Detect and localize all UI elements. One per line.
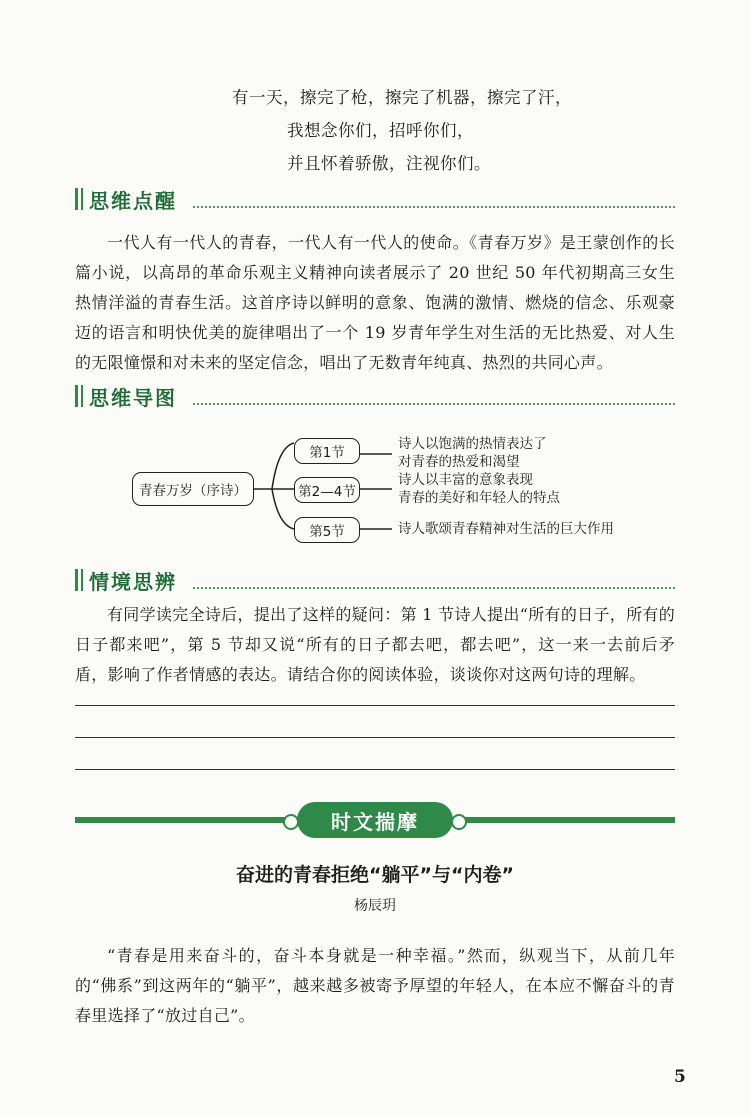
mind-map-branch-label: 第5节 (294, 517, 360, 543)
mind-map-diagram (120, 427, 680, 553)
mind-map-branch-text: 诗人以丰富的意象表现 青春的美好和年轻人的特点 (398, 472, 560, 506)
mind-map-branch-text: 诗人以饱满的热情表达了 对青春的热爱和渴望 (398, 436, 547, 470)
ornament-icon (451, 814, 467, 830)
poem-line: 并且怀着骄傲，注视你们。 (287, 154, 491, 173)
banner-title: 时文揣摩 (297, 802, 453, 838)
section-heading-situation (75, 565, 177, 595)
page-number: 5 (674, 1067, 686, 1087)
mind-map-branch-text: 诗人歌颂青春精神对生活的巨大作用 (398, 521, 614, 537)
article-author: 杨辰玥 (354, 898, 396, 914)
poem-line: 有一天，擦完了枪，擦完了机器，擦完了汗， (232, 88, 572, 107)
mind-map-branch-label: 第2—4节 (294, 477, 360, 503)
section-title: 思维导图 (89, 385, 177, 410)
mind-map-branch-label: 第1节 (294, 438, 360, 464)
situation-paragraph: 有同学读完全诗后，提出了这样的疑问：第 1 节诗人提出“所有的日子，所有的日子都来吧”，第 5 节却又说“所有的日子都去吧，都去吧”，这一来一去前后矛盾，影响了作者情感的表达。请结合你的阅读体验，谈谈你对这两句诗的理解。 (75, 605, 675, 684)
section-heading-mindmap (75, 381, 177, 411)
mind-map-root: 青春万岁（序诗） (132, 472, 254, 506)
section-title: 情境思辨 (89, 569, 177, 594)
section-heading-insight (75, 184, 177, 214)
poem-line: 我想念你们，招呼你们， (287, 121, 474, 140)
article-title: 奋进的青春拒绝“躺平”与“内卷” (236, 864, 514, 886)
section-title: 思维点醒 (89, 188, 177, 213)
answer-line (75, 769, 675, 770)
insight-paragraph: 一代人有一代人的青春，一代人有一代人的使命。《青春万岁》是王蒙创作的长篇小说，以高昂的革命乐观主义精神向读者展示了 20 世纪 50 年代初期高三女生热情洋溢的青春生活。这首序诗以鲜明的意象、饱满的激情、燃烧的信念、乐观豪迈的语言和明快优美的旋律唱出了一个 19 岁青年学生对生活的无比热爱、对人生的无限憧憬和对未来的坚定信念，唱出了无数青年纯真、热烈的共同心声。 (75, 233, 675, 372)
answer-line (75, 737, 675, 738)
article-paragraph: “青春是用来奋斗的，奋斗本身就是一种幸福。”然而，纵观当下，从前几年的“佛系”到这两年的“躺平”，越来越多被寄予厚望的年轻人，在本应不懈奋斗的青春里选择了“放过自己”。 (75, 946, 675, 1025)
section-banner (75, 802, 675, 838)
answer-line (75, 705, 675, 706)
